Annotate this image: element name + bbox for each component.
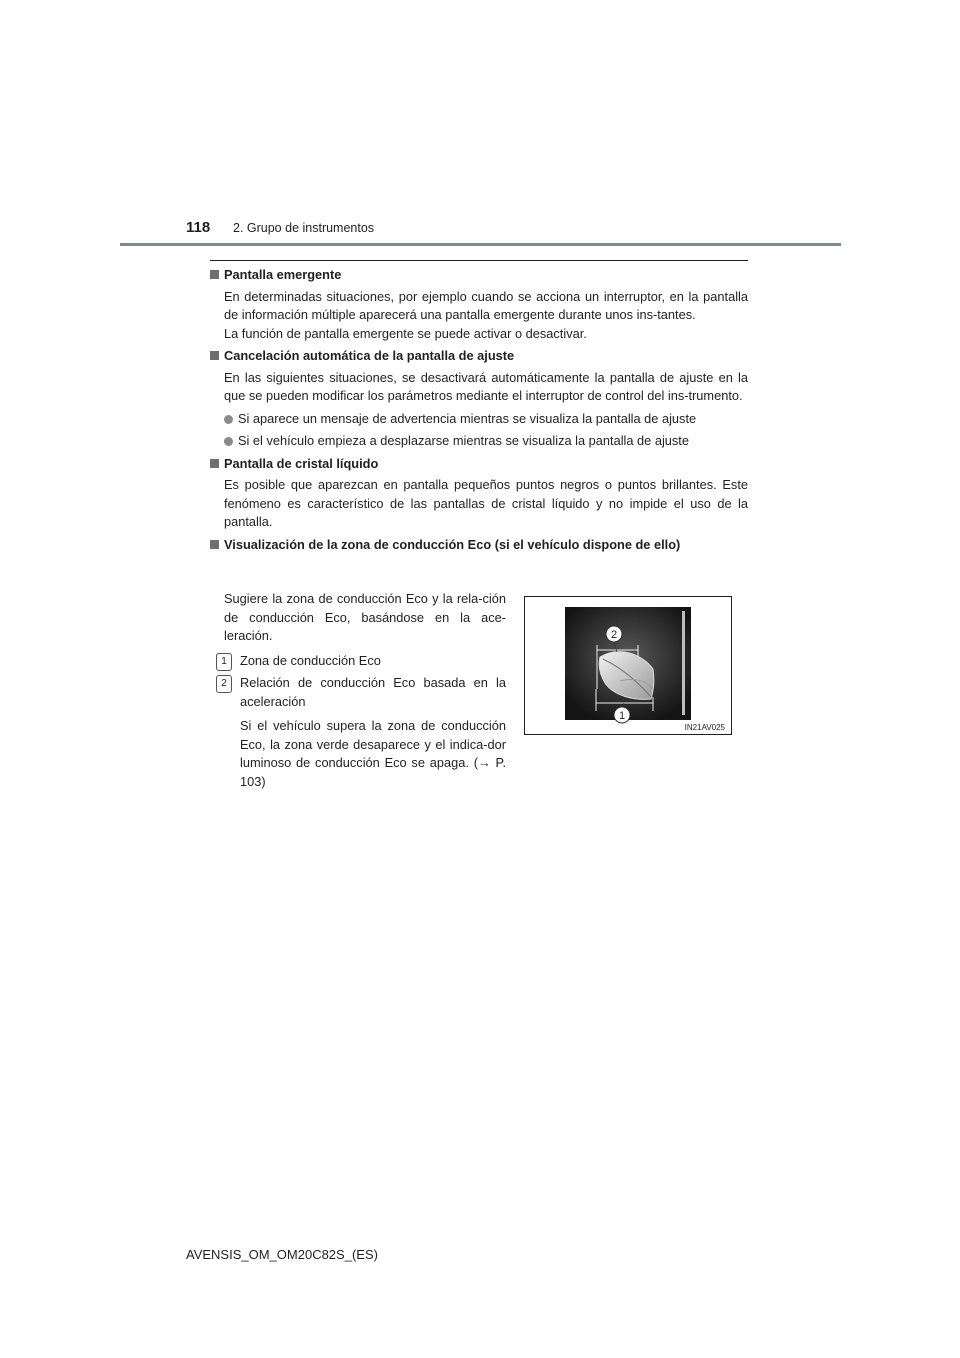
- eco-zone-illustration: [525, 597, 731, 734]
- paragraph-lcd: Es posible que aparezcan en pantalla pequeños puntos negros o puntos brillantes. Este fenómeno es característico de las pantallas de cristal líquido y no impide el uso de la pantalla.: [224, 477, 748, 529]
- eco-description: Sugiere la zona de conducción Eco y la rela-ción de conducción Eco, basándose en la ace-leración.: [224, 591, 506, 643]
- square-bullet-icon: [210, 270, 219, 279]
- numbered-item-1: 1 Zona de conducción Eco: [224, 652, 506, 671]
- square-bullet-icon: [210, 459, 219, 468]
- section-title: 2. Grupo de instrumentos: [233, 221, 375, 235]
- heading-auto-cancel: Cancelación automática de la pantalla de ajuste: [210, 347, 748, 366]
- content-rule: [210, 260, 748, 261]
- gauge-bar: [682, 611, 685, 715]
- paragraph-line: La función de pantalla emergente se puede activar o desactivar.: [224, 325, 587, 341]
- numbered-item-2: 2 Relación de conducción Eco basada en la aceleración: [224, 674, 506, 711]
- list-item: Si aparece un mensaje de advertencia mientras se visualiza la pantalla de ajuste: [210, 410, 748, 429]
- number-badge: 1: [216, 653, 232, 671]
- callout-2-label: 2: [610, 629, 618, 641]
- header-rule: [120, 243, 841, 246]
- paragraph-line: En determinadas situaciones, por ejemplo cuando se acciona un interruptor, en la pantalla de información múltiple aparecerá una pantalla emergente durante unos ins-tantes.: [224, 288, 748, 322]
- callout-1-label: 1: [618, 710, 626, 722]
- square-bullet-icon: [210, 351, 219, 360]
- main-content: [210, 266, 748, 557]
- page-reference: (→ P. 103): [240, 755, 507, 789]
- heading-lcd: Pantalla de cristal líquido: [210, 455, 748, 474]
- heading-popup: Pantalla emergente: [210, 266, 748, 285]
- eco-description-block: [221, 590, 507, 791]
- page-number: 118: [186, 219, 211, 236]
- figure-code: IN21AV025: [684, 723, 725, 732]
- number-badge: 2: [216, 675, 232, 693]
- document-code: AVENSIS_OM_OM20C82S_(ES): [186, 1247, 378, 1262]
- square-bullet-icon: [210, 540, 219, 549]
- circle-bullet-icon: [224, 415, 233, 424]
- eco-zone-figure: [524, 596, 732, 735]
- heading-eco: Visualización de la zona de conducción Eco (si el vehículo dispone de ello): [210, 536, 748, 555]
- circle-bullet-icon: [224, 437, 233, 446]
- paragraph-auto-cancel: En las siguientes situaciones, se desactivará automáticamente la pantalla de ajuste en la que se pueden modificar los parámetros mediante el interruptor de control del ins-trumento.: [224, 369, 748, 403]
- paragraph-popup: [210, 288, 748, 344]
- list-item: Si el vehículo empieza a desplazarse mientras se visualiza la pantalla de ajuste: [210, 432, 748, 451]
- eco-note: Si el vehículo supera la zona de conducción Eco, la zona verde desaparece y el indica-dor luminoso de conducción Eco se apaga. (→ P. 103): [240, 718, 507, 789]
